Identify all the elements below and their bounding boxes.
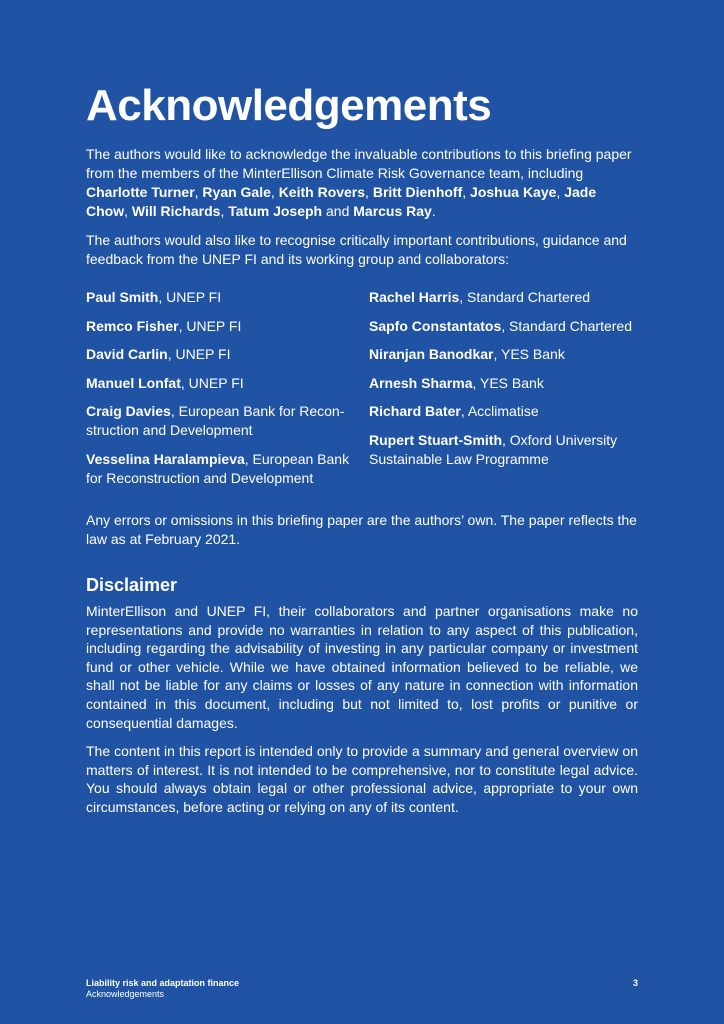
team-member: Joshua Kaye [470, 184, 557, 200]
contributor-name: Arnesh Sharma [369, 374, 473, 391]
errors-note: Any errors or omissions in this briefing paper are the authors’ own. The paper reflects the law as at February 2021. [86, 512, 637, 547]
intro-paragraph-team: The authors would like to acknowledge the invaluable contributions to this briefing paper from the members of the MinterEllison Climate Risk Governance team, including Charlotte Turner, Ryan Gale, Keith Rovers, Britt Dienhoff, Joshua Kaye, Jade Chow, Will Richards, Tatum Joseph and Marcus Ray. [86, 146, 632, 219]
contributor-org: , UNEP FI [158, 289, 222, 305]
contributor [369, 345, 646, 364]
footer-doc-title: Liability risk and adaptation finance [86, 978, 240, 988]
team-member: Ryan Gale [202, 184, 271, 200]
team-member: Britt Dienhoff [372, 184, 463, 200]
contributor-org: , YES Bank [493, 346, 565, 362]
disclaimer-body [86, 602, 638, 827]
contributor-name: Niranjan Banodkar [369, 346, 494, 362]
contributor-name: Paul Smith [86, 289, 159, 305]
page-title: Acknowledgements [86, 81, 492, 130]
intro [86, 145, 638, 279]
team-member: Will Richards [131, 203, 221, 219]
contributor [86, 288, 354, 307]
page-footer [86, 978, 638, 1000]
contributor [369, 402, 646, 421]
contributor-org: , UNEP FI [180, 374, 244, 391]
contributor [86, 374, 354, 393]
team-member: Jade Chow [86, 184, 597, 219]
contributor [369, 288, 646, 307]
contributor [86, 402, 354, 440]
and-word: and [322, 203, 354, 219]
contributor-org: , European Bank for Reconstruction and Development [86, 450, 350, 486]
contributor [86, 317, 354, 336]
contributor-org: , Oxford University Sustainable Law Programme [369, 431, 618, 467]
team-member: Marcus Ray [353, 203, 432, 219]
contributor [369, 431, 646, 469]
team-member: Charlotte Turner [86, 184, 195, 200]
contributor-name: David Carlin [86, 346, 168, 362]
footer-section: Acknowledgements [86, 989, 165, 999]
team-member: Tatum Joseph [228, 203, 323, 219]
contributors-right-column [369, 288, 646, 478]
intro-suffix: . [431, 203, 436, 219]
contributor [369, 317, 646, 336]
contributor-org: , YES Bank [472, 374, 544, 391]
contributor-name: Vesselina Haralampieva [86, 450, 245, 467]
disclaimer-paragraph: The content in this report is intended only to provide a summary and general overview on matters of interest. It is not intended to be comprehensive, nor to constitute legal advice. You should always obtain legal or other professional advice, appropriate to your own circumstances, before acting or relying on any of its content. [86, 743, 638, 815]
contributor-name: Manuel Lonfat [86, 374, 181, 391]
disclaimer-heading: Disclaimer [86, 575, 178, 595]
contributor-org: , UNEP FI [178, 317, 242, 334]
contributor-org: , Standard Chartered [459, 289, 591, 305]
contributor-name: Craig Davies [86, 403, 171, 419]
contributor-org: , Acclimatise [460, 403, 539, 419]
contributor [86, 450, 354, 488]
page-number: 3 [632, 978, 638, 988]
contributor-name: Remco Fisher [86, 317, 179, 334]
contributor-name: Rachel Harris [369, 289, 460, 305]
contributor [86, 345, 354, 364]
contributors-left-column [86, 288, 354, 497]
contributor-org: , UNEP FI [167, 346, 231, 362]
page [86, 0, 638, 1024]
disclaimer-paragraph: MinterEllison and UNEP FI, their collaborators and partner organisations make no representations and provide no warranties in relation to any aspect of this publication, including regarding the advisability of investing in any particular company or investment fund or other vehicle. While we have obtained information believed to be reliable, we shall not be liable for any claims or losses of any nature in connection with information contained in this document, including but not limited to, lost profits or punitive or consequential damages. [86, 603, 638, 731]
contributor [369, 374, 646, 393]
contributor-name: Sapfo Constantatos [369, 317, 502, 334]
contributor-name: Richard Bater [369, 403, 461, 419]
team-member: Keith Rovers [278, 184, 366, 200]
intro-paragraph-collaborators: The authors would also like to recognise critically important contributions, guidance and feedback from the UNEP FI and its working group and collaborators: [86, 232, 627, 267]
contributor-org: , European Bank for Recon-struction and Development [86, 403, 345, 438]
intro-text: The authors would like to acknowledge the invaluable contributions to this briefing paper from the members of the MinterEllison Climate Risk Governance team, including [86, 146, 632, 181]
contributor-name: Rupert Stuart-Smith [369, 431, 502, 448]
contributor-org: , Standard Chartered [501, 317, 632, 334]
